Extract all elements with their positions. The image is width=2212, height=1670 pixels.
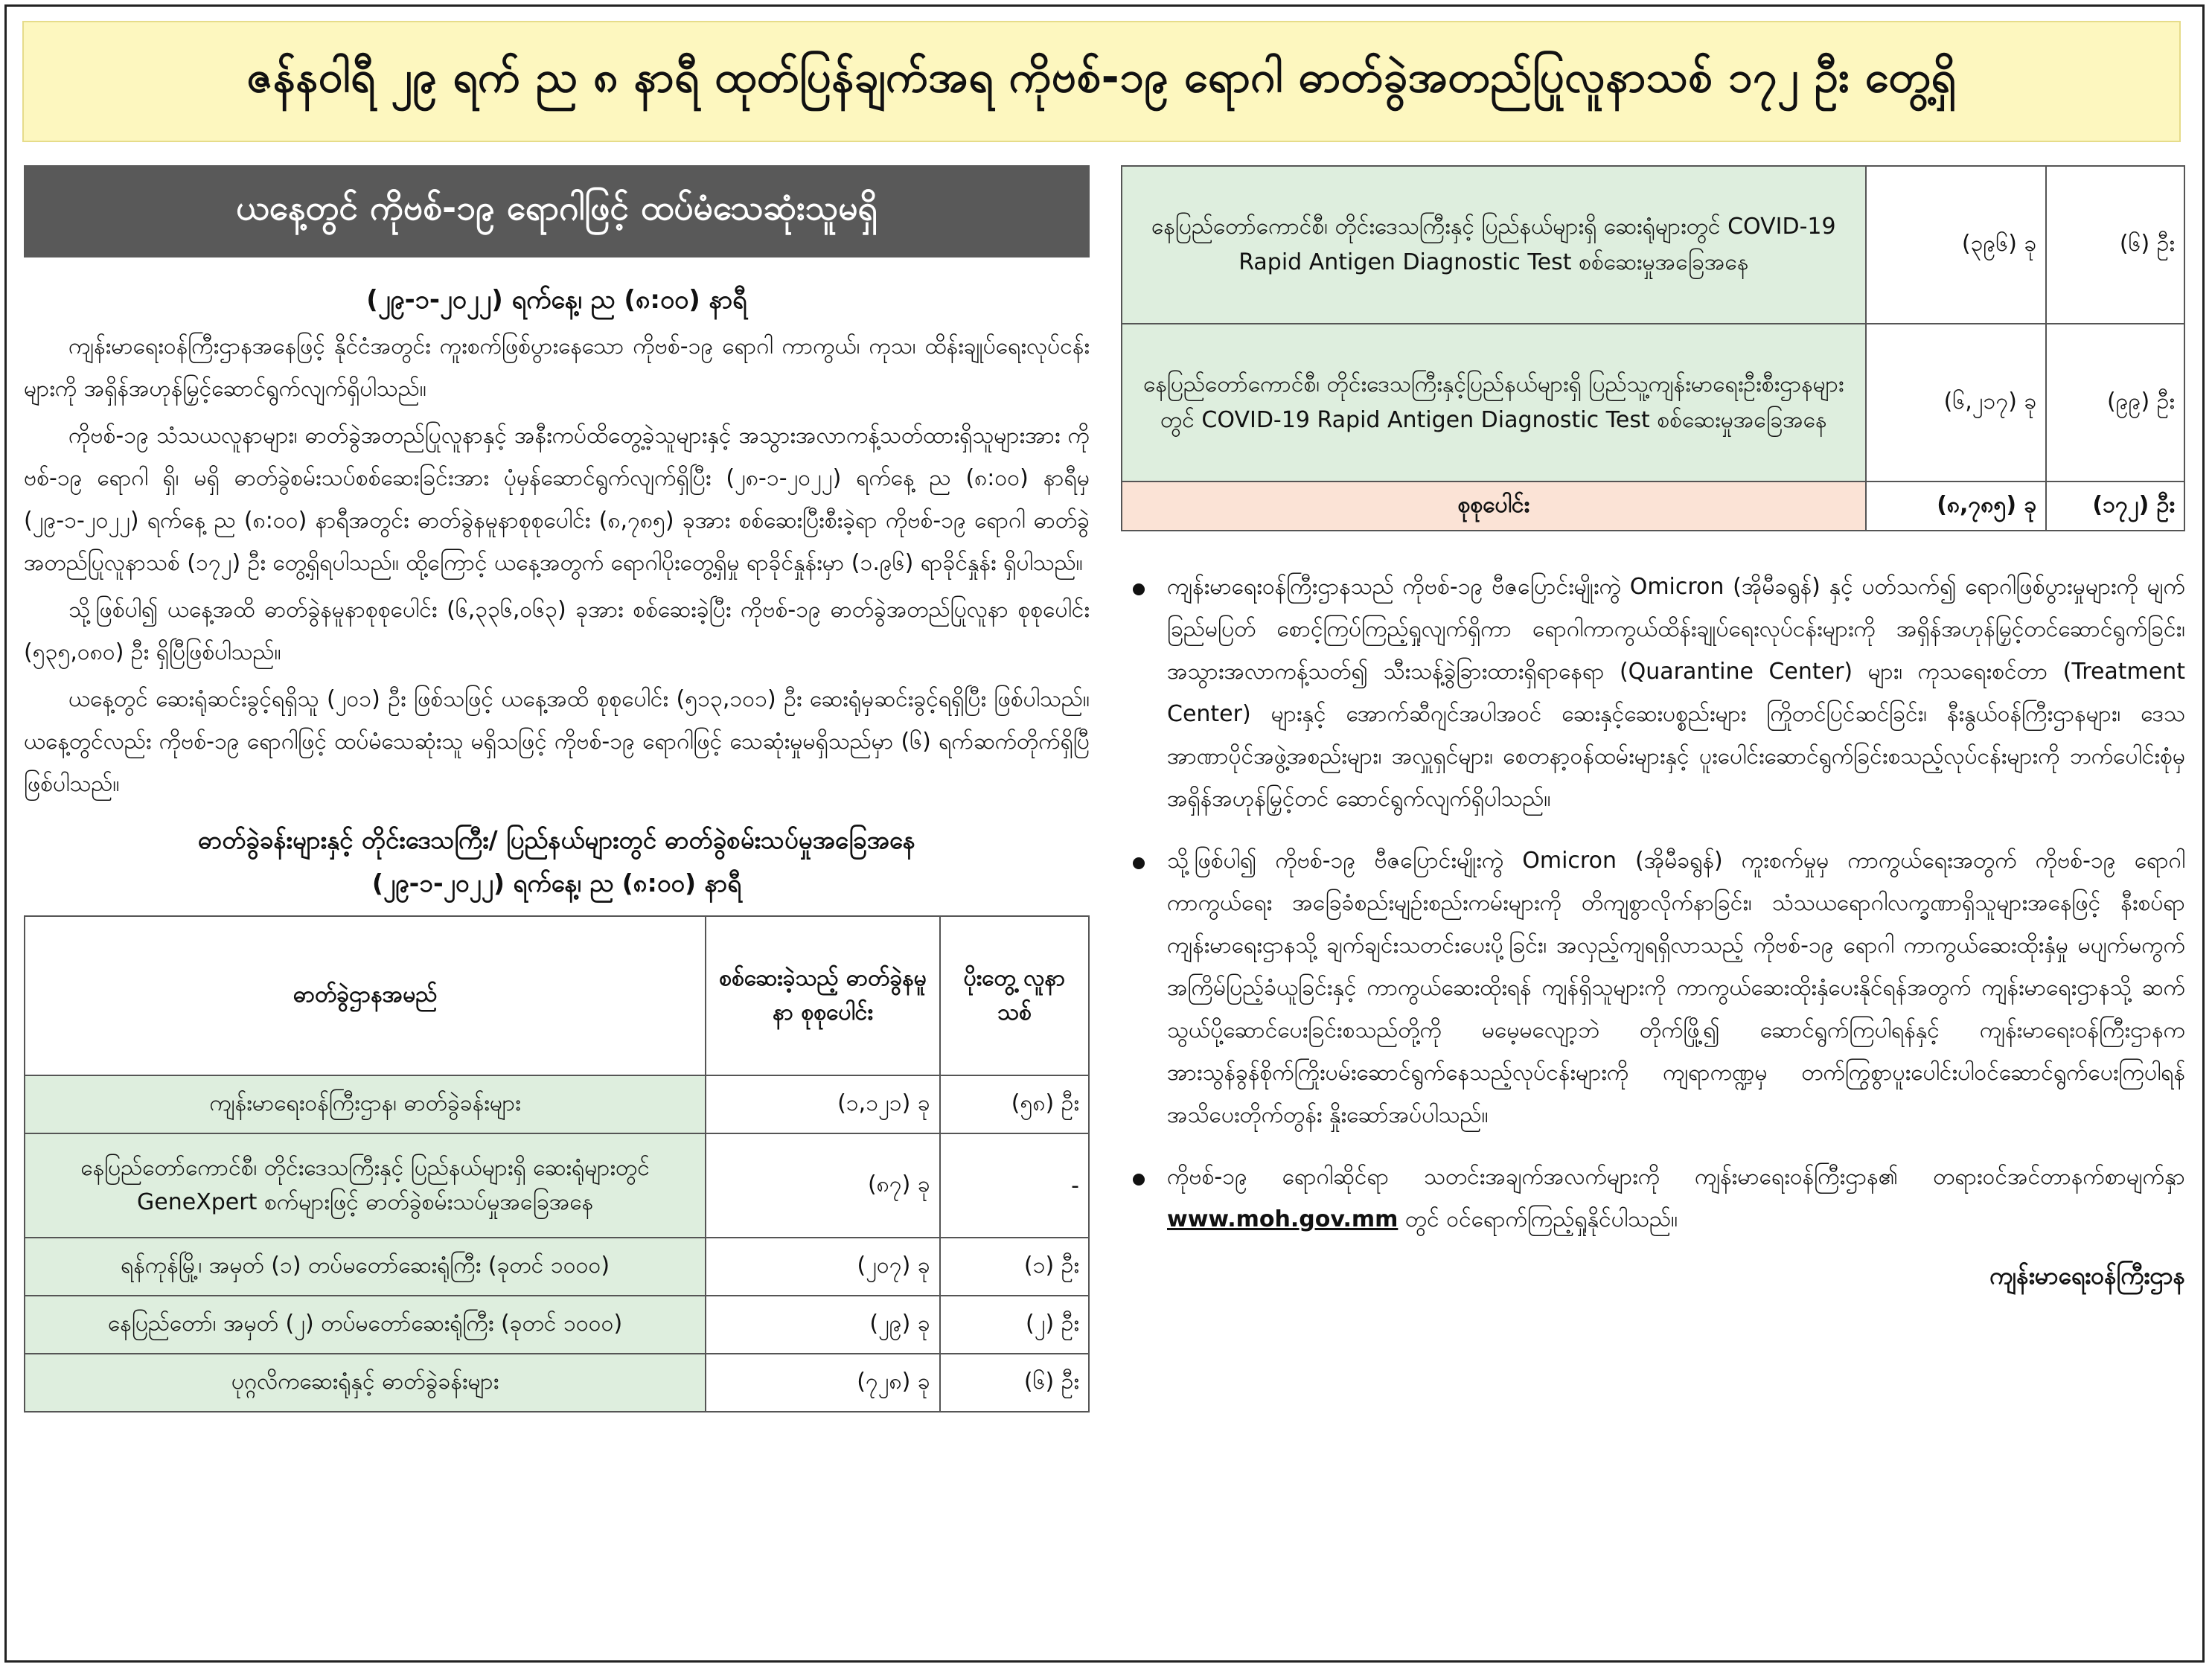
ministry-signature: ကျန်းမာရေးဝန်ကြီးဌာန [1989,1261,2185,1290]
positive-count: - [940,1133,1089,1238]
table-row [25,1075,1089,1133]
lab-section-title-line2: (၂၉-၁-၂၀၂၂) ရက်နေ့၊ ည (၈:၀၀) နာရီ [371,868,742,898]
lab-name: ရန်ကုန်မြို့၊ အမှတ် (၁) တပ်မတော်ဆေးရုံကြီး (ခုတင် ၁၀၀၀) [25,1238,706,1296]
table-row [25,1296,1089,1354]
tested-count: (၇၂၈) ခု [706,1354,940,1412]
bullet-dot-icon [1133,857,1145,869]
lab-name: နေပြည်တော်ကောင်စီ၊ တိုင်းဒေသကြီးနှင့်ပြည်နယ်များရှိ ပြည်သူ့ကျန်းမာရေးဦးစီးဌာနများတွင် COVID-19 Rapid Antigen Diagnostic Test စစ်ဆေးမှုအခြေအနေ [1122,324,1866,482]
lab-section-title [24,819,1090,905]
table-row [1122,166,2184,324]
lab-name: နေပြည်တော်ကောင်စီ၊ တိုင်းဒေသကြီးနှင့် ပြည်နယ်များရှိ ဆေးရုံများတွင် COVID-19 Rapid Antigen Diagnostic Test စစ်ဆေးမှုအခြေအနေ [1122,166,1866,324]
notice-text: ကျန်းမာရေးဝန်ကြီးဌာနသည် ကိုဗစ်-၁၉ ဗီဇပြောင်းမျိုးကွဲ Omicron (အိုမီခရွန်) နှင့် ပတ်သက်၍ ရောဂါဖြစ်ပွားမှုများကို မျက်ခြည်မပြတ် စောင့်ကြပ်ကြည့်ရှုလျက်ရှိကာ ရောဂါကာကွယ်ထိန်းချုပ်ရေးလုပ်ငန်းများကို အရှိန်အဟုန်မြှင့်တင်ဆောင်ရွက်ခြင်း၊ အသွားအလာကန့်သတ်၍ သီးသန့်ခွဲခြားထားရှိရာနေရာ (Quarantine Center) များ၊ ကုသရေးစင်တာ (Treatment Center) များနှင့် အောက်ဆီဂျင်အပါအဝင် ဆေးနှင့်ဆေးပစ္စည်းများ ကြိုတင်ပြင်ဆင်ခြင်း၊ နီးနွယ်ဝန်ကြီးဌာနများ၊ ဒေသအာဏာပိုင်အဖွဲ့အစည်းများ၊ အလှူရှင်များ၊ စေတနာ့ဝန်ထမ်းများနှင့် ပူးပေါင်းဆောင်ရွက်ခြင်းစသည့်လုပ်ငန်းများကို ဘက်ပေါင်းစုံမှ အရှိန်အဟုန်မြှင့်တင် ဆောင်ရွက်လျက်ရှိပါသည်။ [1167,574,2185,812]
bullet-dot-icon [1133,583,1145,595]
lab-name: နေပြည်တော်၊ အမှတ် (၂) တပ်မတော်ဆေးရုံကြီး (ခုတင် ၁၀၀၀) [25,1296,706,1354]
moh-website-link[interactable]: www.moh.gov.mm [1167,1206,1399,1232]
bullet-dot-icon [1133,1174,1145,1186]
notice-text: ကိုဗစ်-၁၉ ရောဂါဆိုင်ရာ သတင်းအချက်အလက်များကို ကျန်းမာရေးဝန်ကြီးဌာန၏ တရားဝင်အင်တာနက်စာမျက်နှာ [1167,1164,2185,1190]
left-column [24,165,1090,1413]
table-row [25,1133,1089,1238]
headline-banner: ဇန်နဝါရီ ၂၉ ရက် ည ၈ နာရီ ထုတ်ပြန်ချက်အရ ကိုဗစ်-၁၉ ရောဂါ ဓာတ်ခွဲအတည်ပြုလူနာသစ် ၁၇၂ ဦး တွေ့ရှိ [22,21,2181,142]
right-column [1121,165,2185,1296]
paragraph-3: သို့ဖြစ်ပါ၍ ယနေ့အထိ ဓာတ်ခွဲနမူနာစုစုပေါင်း (၆,၃၃၆,၀၆၃) ခုအား စစ်ဆေးခဲ့ပြီး ကိုဗစ်-၁၉ ဓာတ်ခွဲအတည်ပြုလူနာ စုစုပေါင်း (၅၃၅,၀၈၀) ဦး ရှိပြီဖြစ်ပါသည်။ [24,597,1090,665]
notice-item [1121,566,2185,820]
header-lab-name: ဓာတ်ခွဲဌာနအမည် [25,916,706,1075]
tested-count: (၈၇) ခု [706,1133,940,1238]
lab-name: နေပြည်တော်ကောင်စီ၊ တိုင်းဒေသကြီးနှင့် ပြည်နယ်များရှိ ဆေးရုံများတွင် GeneXpert စက်များဖြင့် ဓာတ်ခွဲစမ်းသပ်မှုအခြေအနေ [25,1133,706,1238]
total-positive: (၁၇၂) ဦး [2046,482,2184,531]
total-row [1122,482,2184,531]
positive-count: (၆) ဦး [2046,166,2184,324]
positive-count: (၉၉) ဦး [2046,324,2184,482]
table-row [25,1354,1089,1412]
header-tested: စစ်ဆေးခဲ့သည့် ဓာတ်ခွဲနမူနာ စုစုပေါင်း [706,916,940,1075]
paragraph-2: ကိုဗစ်-၁၉ သံသယလူနာများ၊ ဓာတ်ခွဲအတည်ပြုလူနာနှင့် အနီးကပ်ထိတွေ့ခဲ့သူများနှင့် အသွားအလာကန့်သတ်ထားရှိသူများအား ကိုဗစ်-၁၉ ရောဂါ ရှိ၊ မရှိ ဓာတ်ခွဲစမ်းသပ်စစ်ဆေးခြင်းအား ပုံမှန်ဆောင်ရွက်လျက်ရှိပြီး (၂၈-၁-၂၀၂၂) ရက်နေ့ ည (၈:၀၀) နာရီမှ (၂၉-၁-၂၀၂၂) ရက်နေ့ ည (၈:၀၀) နာရီအတွင်း ဓာတ်ခွဲနမူနာစုစုပေါင်း (၈,၇၈၅) ခုအား စစ်ဆေးပြီးစီးခဲ့ရာ ကိုဗစ်-၁၉ ရောဂါ ဓာတ်ခွဲအတည်ပြုလူနာသစ် (၁၇၂) ဦး တွေ့ရှိရပါသည်။ ထို့ကြောင့် ယနေ့အတွက် ရောဂါပိုးတွေ့ရှိမှု ရာခိုင်နှုန်းမှာ (၁.၉၆) ရာခိုင်နှုန်း ရှိပါသည်။ [24,423,1090,576]
positive-count: (၅၈) ဦး [940,1075,1089,1133]
notice-item [1121,839,2185,1136]
lab-table-header [25,916,1089,1075]
table-row [25,1238,1089,1296]
paragraph-4: ယနေ့တွင် ဆေးရုံဆင်းခွင့်ရရှိသူ (၂၀၁) ဦး ဖြစ်သဖြင့် ယနေ့အထိ စုစုပေါင်း (၅၁၃,၁၀၁) ဦး ဆေးရုံမှဆင်းခွင့်ရရှိပြီး ဖြစ်ပါသည်။ ယနေ့တွင်လည်း ကိုဗစ်-၁၉ ရောဂါဖြင့် ထပ်မံသေဆုံးသူ မရှိသဖြင့် ကိုဗစ်-၁၉ ရောဂါဖြင့် သေဆုံးမှုမရှိသည်မှာ (၆) ရက်ဆက်တိုက်ရှိပြီဖြစ်ပါသည်။ [24,686,1090,797]
tested-count: (၆,၂၁၇) ခု [1866,324,2047,482]
rapid-test-table [1121,165,2185,531]
positive-count: (၆) ဦး [940,1354,1089,1412]
header-positive: ပိုးတွေ့ လူနာသစ် [940,916,1089,1075]
lab-table [24,915,1090,1413]
notice-text: သို့ဖြစ်ပါ၍ ကိုဗစ်-၁၉ ဗီဇပြောင်းမျိုးကွဲ Omicron (အိုမီခရွန်) ကူးစက်မှုမှ ကာကွယ်ရေးအတွက် ကိုဗစ်-၁၉ ရောဂါ ကာကွယ်ရေး အခြေခံစည်းမျဉ်းစည်းကမ်းများကို တိကျစွာလိုက်နာခြင်း၊ သံသယရောဂါလက္ခဏာရှိသူများအနေဖြင့် နီးစပ်ရာကျန်းမာရေးဌာနသို့ ချက်ချင်းသတင်းပေးပို့ခြင်း၊ အလှည့်ကျရရှိလာသည့် ကိုဗစ်-၁၉ ရောဂါ ကာကွယ်ဆေးထိုးနှံမှု မပျက်မကွက်အကြိမ်ပြည့်ခံယူခြင်းနှင့် ကာကွယ်ဆေးထိုးရန် ကျန်ရှိသူများကို ကာကွယ်ဆေးထိုးနှံပေးနိုင်ရန်အတွက် ကျန်းမာရေးဌာနသို့ ဆက်သွယ်ပို့ဆောင်ပေးခြင်းစသည်တို့ကို မမေ့မလျော့ဘဲ တိုက်ဖြို့၍ ဆောင်ရွက်ကြပါရန်နှင့် ကျန်းမာရေးဝန်ကြီးဌာနက အားသွန်ခွန်စိုက်ကြိုးပမ်းဆောင်ရွက်နေသည့်လုပ်ငန်းများကို ကျရာကဏ္ဍမှ တက်ကြွစွာပူးပေါင်းပါဝင်ဆောင်ရွက်ပေးကြပါရန် အသိပေးတိုက်တွန်း နှိုးဆော်အပ်ပါသည်။ [1167,848,2185,1128]
paragraph-1: ကျန်းမာရေးဝန်ကြီးဌာနအနေဖြင့် နိုင်ငံအတွင်း ကူးစက်ဖြစ်ပွားနေသော ကိုဗစ်-၁၉ ရောဂါ ကာကွယ်၊ ကုသ၊ ထိန်းချုပ်ရေးလုပ်ငန်းများကို အရှိန်အဟုန်မြှင့်ဆောင်ရွက်လျက်ရှိပါသည်။ [24,333,1090,402]
lab-section-title-line1: ဓာတ်ခွဲခန်းများနှင့် တိုင်းဒေသကြီး/ ပြည်နယ်များတွင် ဓာတ်ခွဲစမ်းသပ်မှုအခြေအနေ [198,825,915,854]
tested-count: (၂၉) ခု [706,1296,940,1354]
positive-count: (၁) ဦး [940,1238,1089,1296]
notice-text-end: တွင် ဝင်ရောက်ကြည့်ရှုနိုင်ပါသည်။ [1398,1206,1678,1232]
notice-list [1121,566,2185,1241]
table-row [1122,324,2184,482]
total-tested: (၈,၇၈၅) ခု [1866,482,2047,531]
notice-item [1121,1156,2185,1241]
total-label: စုစုပေါင်း [1122,482,1866,531]
positive-count: (၂) ဦး [940,1296,1089,1354]
lab-name: ပုဂ္ဂလိကဆေးရုံနှင့် ဓာတ်ခွဲခန်းများ [25,1354,706,1412]
tested-count: (၂၀၇) ခု [706,1238,940,1296]
tested-count: (၁,၁၂၁) ခု [706,1075,940,1133]
lab-name: ကျန်းမာရေးဝန်ကြီးဌာန၊ ဓာတ်ခွဲခန်းများ [25,1075,706,1133]
tested-count: (၃၉၆) ခု [1866,166,2047,324]
deaths-banner: ယနေ့တွင် ကိုဗစ်-၁၉ ရောဂါဖြင့် ထပ်မံသေဆုံးသူမရှိ [24,165,1090,257]
report-date: (၂၉-၁-၂၀၂၂) ရက်နေ့၊ ည (၈:၀၀) နာရီ [366,285,747,315]
